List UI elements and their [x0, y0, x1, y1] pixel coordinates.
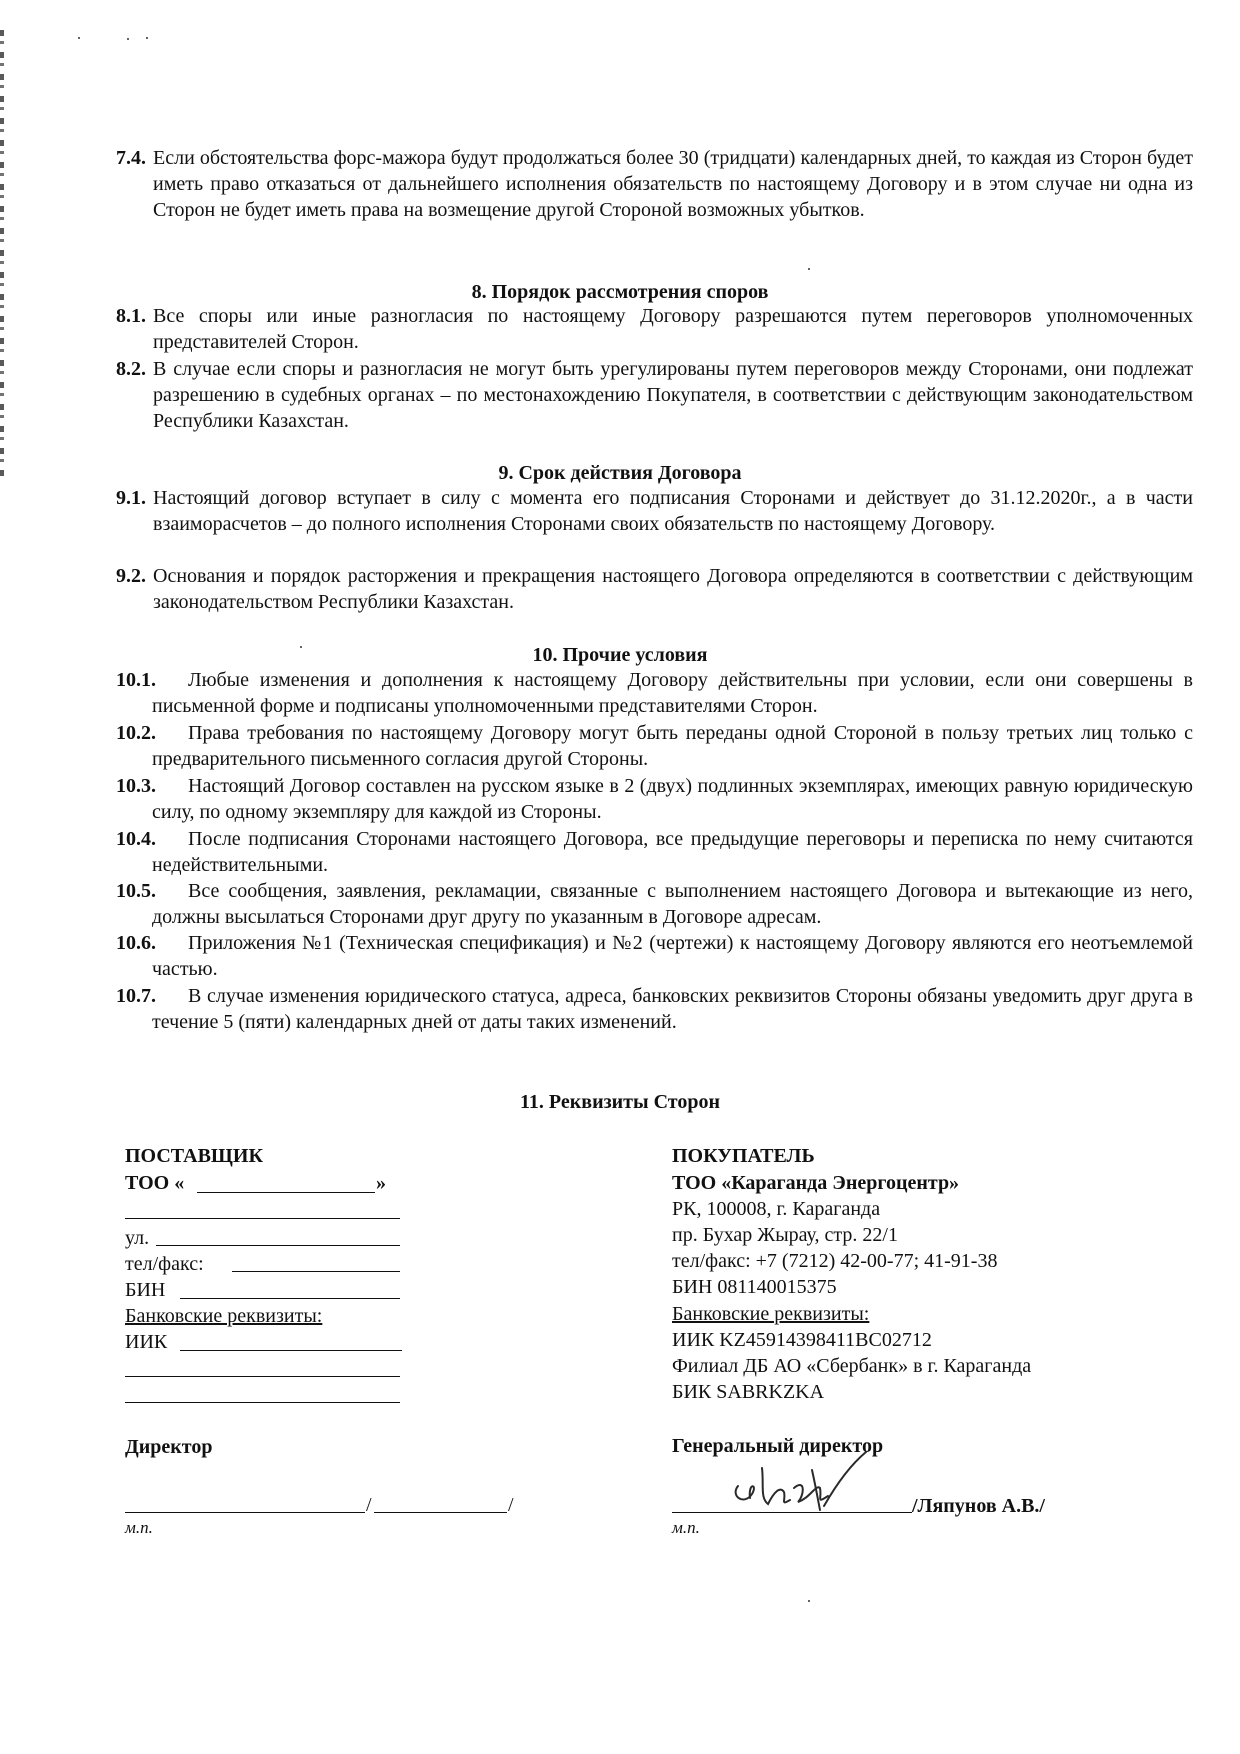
clause-number: 10.5.: [116, 880, 156, 902]
clause-text: Все сообщения, заявления, рекламации, связанные с выполнением настоящего Договора и вытекающие из него, должны высылаться Сторонами друг другу по указанным в Договоре адресам.: [152, 880, 1193, 928]
supplier-too-prefix: ТОО «: [125, 1172, 185, 1194]
scan-speck: [808, 268, 810, 270]
clause-10-3: [116, 773, 1193, 825]
buyer-address-2: пр. Бухар Жырау, стр. 22/1: [672, 1224, 898, 1246]
clause-number: 9.1.: [116, 487, 146, 509]
supplier-bin-line: [180, 1298, 400, 1299]
clause-9-1: [116, 485, 1193, 537]
supplier-signature-line: [125, 1512, 365, 1513]
clause-8-1: [116, 303, 1193, 355]
scan-edge-artifact: [0, 30, 4, 480]
supplier-street-line: [156, 1245, 400, 1246]
buyer-stamp-place: м.п.: [672, 1518, 700, 1537]
clause-text: Основания и порядок расторжения и прекращения настоящего Договора определяются в соответствии с действующим законодательством Республики Казахстан.: [153, 565, 1193, 613]
clause-number: 10.7.: [116, 985, 156, 1007]
buyer-iik: ИИК KZ45914398411BC02712: [672, 1329, 932, 1351]
supplier-blank-line: [125, 1376, 400, 1377]
clause-text: После подписания Сторонами настоящего Договора, все предыдущие переговоры и переписка по нему считаются недействительными.: [152, 828, 1193, 876]
clause-10-7: [116, 983, 1193, 1035]
clause-text: Права требования по настоящему Договору могут быть переданы одной Стороной в пользу третьих лиц только с предварительного письменного согласия другой Стороны.: [152, 722, 1193, 770]
clause-7-4: [116, 145, 1193, 223]
clause-text: Все споры или иные разногласия по настоящему Договору разрешаются путем переговоров уполномоченных представителей Сторон.: [153, 305, 1193, 353]
supplier-slash: /: [508, 1494, 514, 1516]
supplier-iik-line: [180, 1350, 402, 1351]
supplier-street-label: ул.: [125, 1227, 150, 1249]
buyer-signatory: /Ляпунов А.В./: [912, 1495, 1045, 1517]
clause-text: В случае изменения юридического статуса, адреса, банковских реквизитов Стороны обязаны уведомить друг друга в течение 5 (пяти) календарных дней от даты таких изменений.: [152, 985, 1193, 1033]
supplier-blank-line: [125, 1402, 400, 1403]
clause-number: 7.4.: [116, 147, 146, 169]
section-9-heading: 9. Срок действия Договора: [498, 462, 742, 484]
scan-speck: [808, 1600, 810, 1602]
clause-10-1: [116, 667, 1193, 719]
clause-number: 8.1.: [116, 305, 146, 327]
supplier-title: ПОСТАВЩИК: [125, 1145, 263, 1167]
clause-8-2: [116, 356, 1193, 434]
supplier-slash: /: [366, 1494, 372, 1516]
clause-number: 10.3.: [116, 775, 156, 797]
clause-10-4: [116, 826, 1193, 878]
clause-number: 10.2.: [116, 722, 156, 744]
supplier-phone-label: тел/факс:: [125, 1253, 204, 1275]
clause-number: 8.2.: [116, 358, 146, 380]
clause-text: Настоящий Договор составлен на русском языке в 2 (двух) подлинных экземплярах, имеющих равную юридическую силу, по одному экземпляру для каждой из Стороны.: [152, 775, 1193, 823]
supplier-name-line: [197, 1192, 375, 1193]
clause-text: Любые изменения и дополнения к настоящему Договору действительны при условии, если они совершены в письменной форме и подписаны уполномоченными представителями Сторон.: [152, 669, 1193, 717]
clause-text: Приложения №1 (Техническая спецификация) и №2 (чертежи) к настоящему Договору являются его неотъемлемой частью.: [152, 932, 1193, 980]
clause-number: 10.6.: [116, 932, 156, 954]
supplier-blank-line: [125, 1218, 400, 1219]
supplier-iik-label: ИИК: [125, 1331, 168, 1353]
buyer-position: Генеральный директор: [672, 1435, 884, 1457]
section-10-heading: 10. Прочие условия: [532, 644, 708, 666]
signature-image: [724, 1448, 874, 1518]
supplier-too-suffix: »: [376, 1172, 386, 1194]
supplier-bin-label: БИН: [125, 1279, 166, 1301]
buyer-address-1: РК, 100008, г. Караганда: [672, 1198, 881, 1220]
clause-number: 9.2.: [116, 565, 146, 587]
clause-number: 10.1.: [116, 669, 156, 691]
clause-text: В случае если споры и разногласия не могут быть урегулированы путем переговоров между Сторонами, они подлежат разрешению в судебных органах – по местонахождению Покупателя, в соответствии с действующим законодательством Республики Казахстан.: [153, 358, 1193, 432]
supplier-bank-title: Банковские реквизиты:: [125, 1305, 323, 1327]
clause-text: Настоящий договор вступает в силу с момента его подписания Сторонами и действует до 31.12.2020г., а в части взаиморасчетов – до полного исполнения Сторонами своих обязательств по настоящему Договору.: [153, 487, 1193, 535]
buyer-bank-title: Банковские реквизиты:: [672, 1303, 870, 1325]
clause-text: Если обстоятельства форс-мажора будут продолжаться более 30 (тридцати) календарных дней, то каждая из Сторон будет иметь право отказаться от дальнейшего исполнения обязательств по настоящему Договору и в этом случае ни одна из Сторон не будет иметь права на возмещение другой Стороной возможных убытков.: [153, 147, 1193, 221]
supplier-phone-line: [232, 1271, 400, 1272]
buyer-bin: БИН 081140015375: [672, 1276, 837, 1298]
supplier-name-line: [374, 1512, 507, 1513]
supplier-director-label: Директор: [125, 1436, 213, 1458]
clause-number: 10.4.: [116, 828, 156, 850]
clause-9-2: [116, 563, 1193, 615]
buyer-title: ПОКУПАТЕЛЬ: [672, 1145, 815, 1167]
clause-10-6: [116, 930, 1193, 982]
buyer-phone: тел/факс: +7 (7212) 42-00-77; 41-91-38: [672, 1250, 998, 1272]
buyer-name: ТОО «Караганда Энергоцентр»: [672, 1172, 960, 1194]
section-8-heading: 8. Порядок рассмотрения споров: [471, 281, 769, 303]
scan-speck: [127, 38, 129, 40]
clause-10-2: [116, 720, 1193, 772]
buyer-bik: БИК SABRKZKA: [672, 1381, 825, 1403]
buyer-branch: Филиал ДБ АО «Сбербанк» в г. Караганда: [672, 1355, 1032, 1377]
supplier-stamp-place: м.п.: [125, 1518, 153, 1537]
section-11-heading: 11. Реквизиты Сторон: [520, 1091, 720, 1113]
scan-speck: [78, 37, 80, 39]
clause-10-5: [116, 878, 1193, 930]
scan-speck: [146, 37, 148, 39]
